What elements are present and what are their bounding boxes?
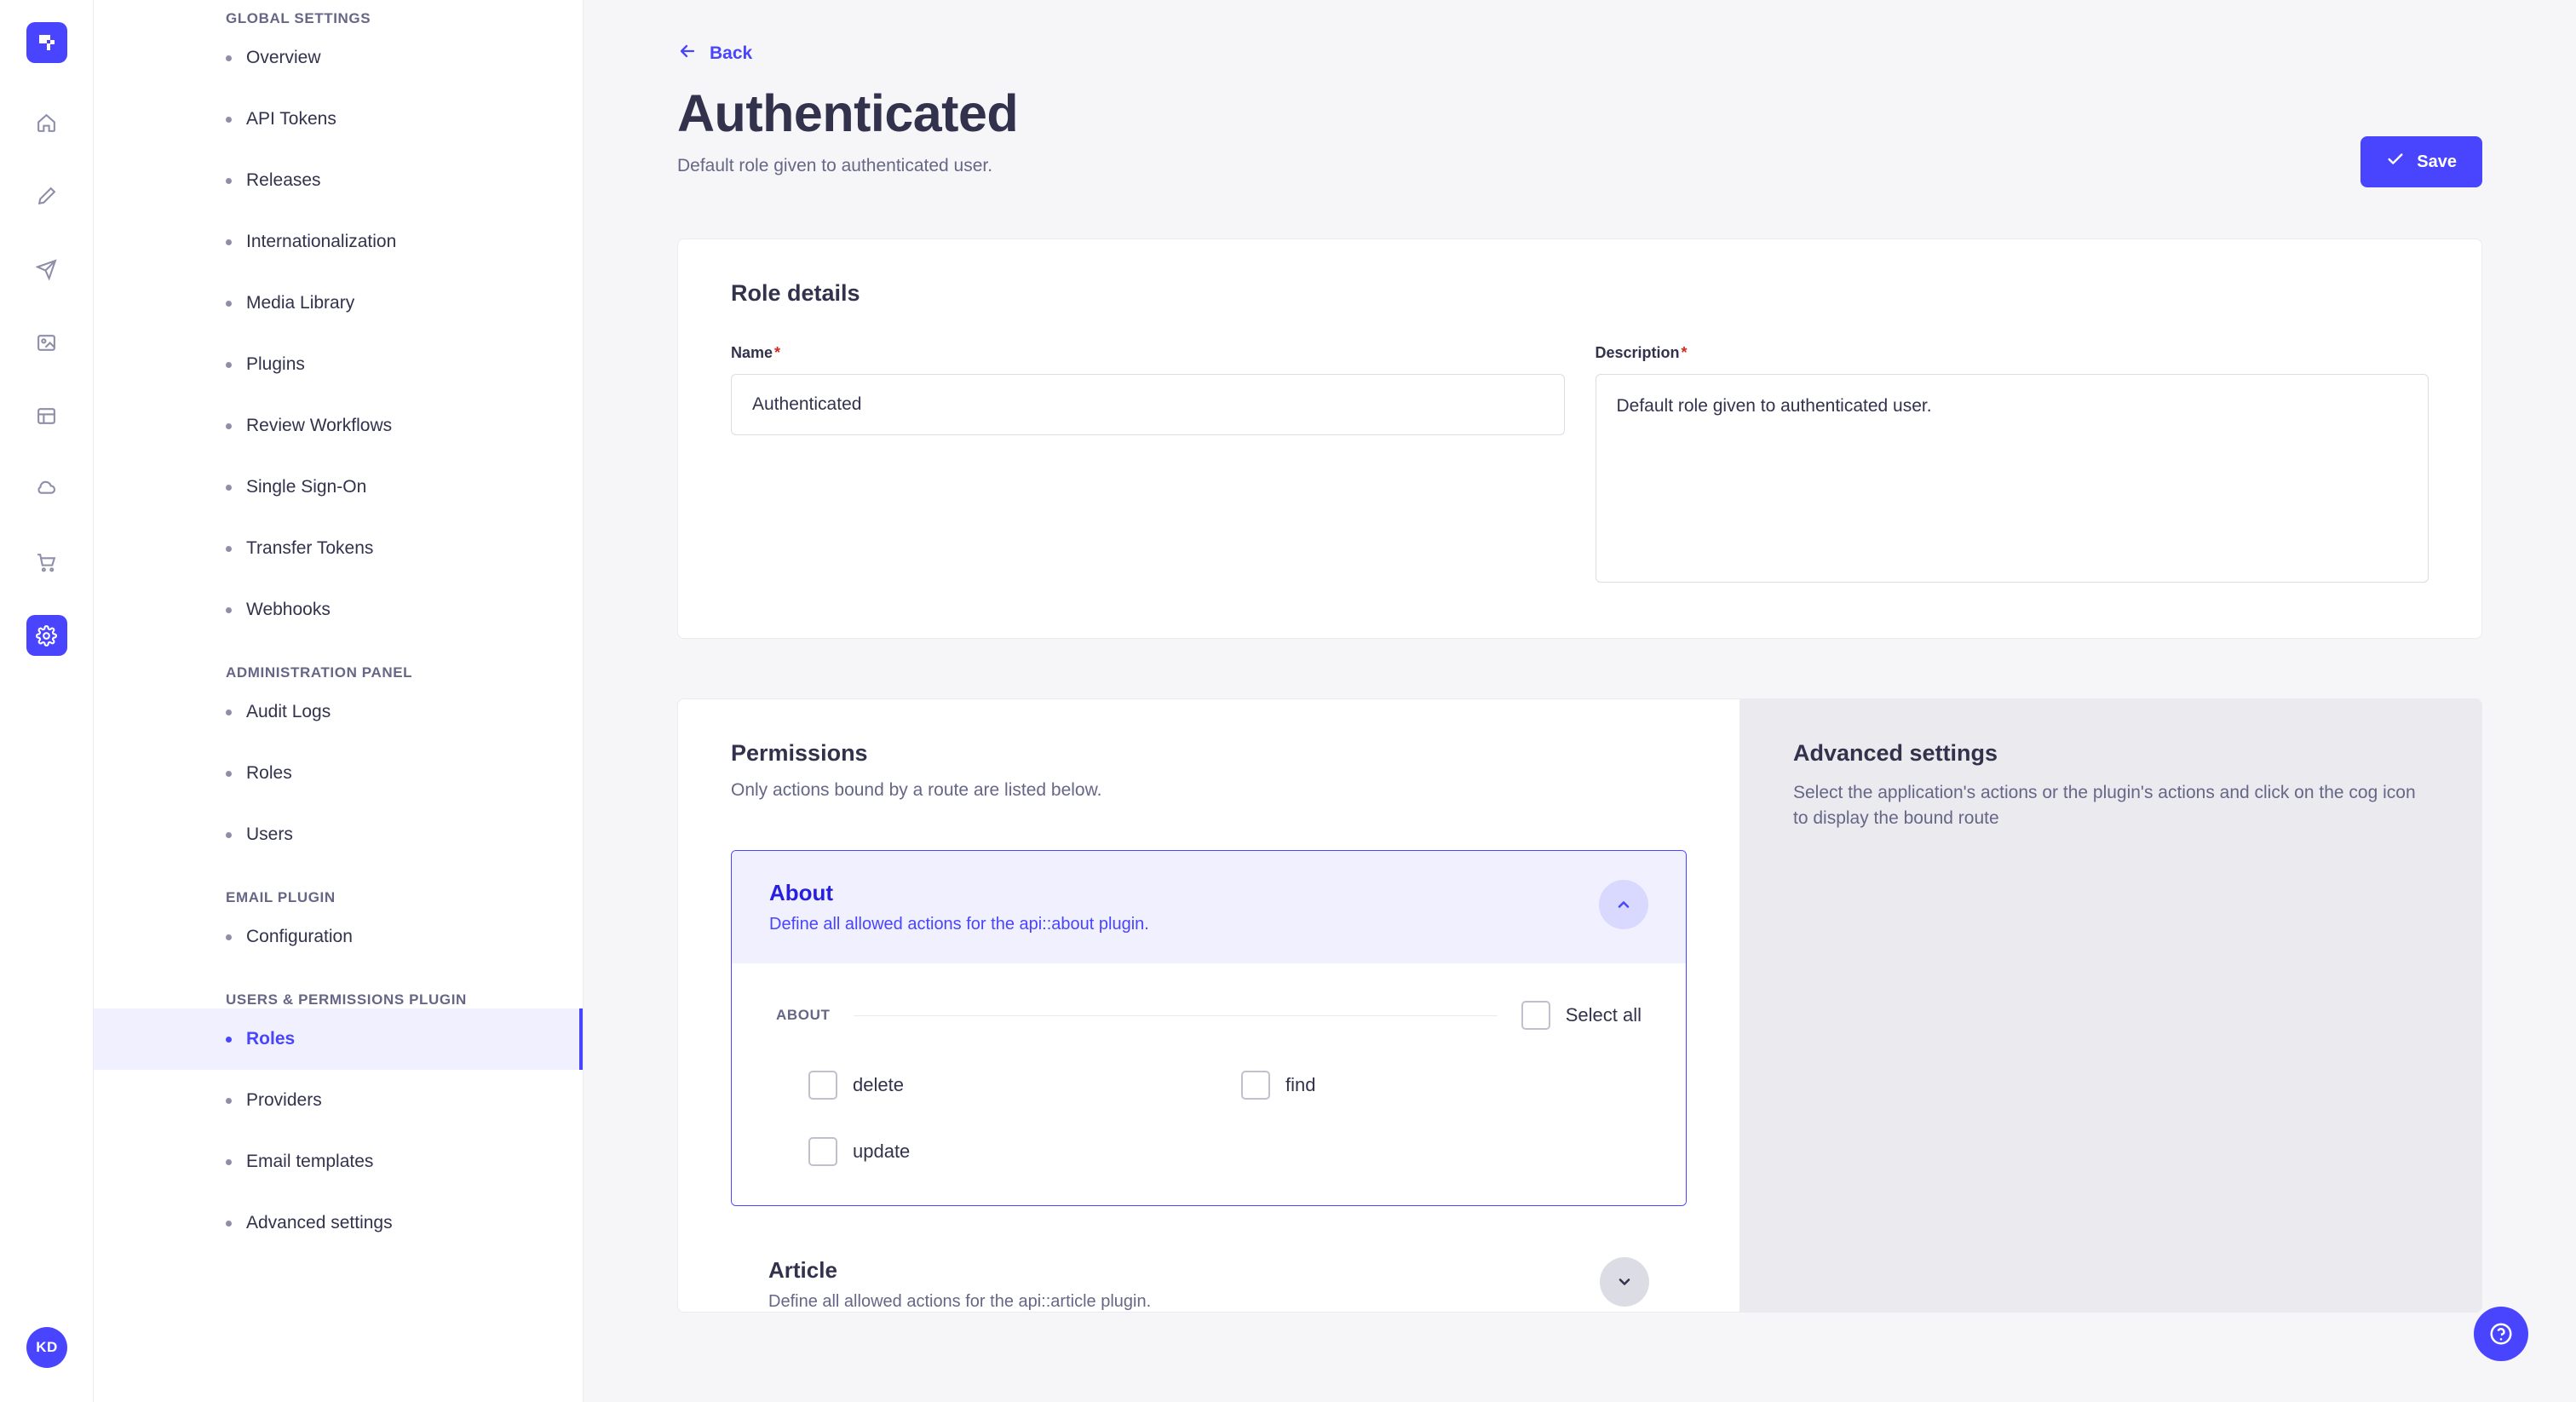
name-label-text: Name xyxy=(731,344,773,361)
name-input[interactable] xyxy=(731,374,1565,435)
sidebar-item-roles[interactable] xyxy=(94,1008,583,1070)
nav-group-administration-panel xyxy=(94,646,583,865)
advanced-settings-panel xyxy=(1739,698,2482,1313)
arrow-left-icon xyxy=(677,41,698,66)
media-library-icon[interactable] xyxy=(26,322,67,363)
sidebar-item-label: Internationalization xyxy=(246,232,397,251)
bullet-icon xyxy=(226,710,232,715)
plugin-about xyxy=(731,850,1687,1206)
action-find[interactable] xyxy=(1209,1071,1642,1100)
content-type-builder-icon[interactable] xyxy=(26,249,67,290)
delete-checkbox[interactable] xyxy=(808,1071,837,1100)
settings-icon[interactable] xyxy=(26,615,67,656)
permissions-title: Permissions xyxy=(731,740,868,766)
required-marker: * xyxy=(1681,344,1688,361)
sidebar-item-roles-admin[interactable] xyxy=(94,743,583,804)
sidebar-item-overview[interactable] xyxy=(94,27,583,89)
sidebar-item-label: Transfer Tokens xyxy=(246,538,374,558)
sidebar-item-label: Users xyxy=(246,825,293,844)
plugin-about-description: Define all allowed actions for the api::about plugin. xyxy=(769,915,1149,934)
sidebar-item-webhooks[interactable] xyxy=(94,579,583,641)
bullet-icon xyxy=(226,55,232,61)
back-link[interactable] xyxy=(677,0,2482,66)
avatar[interactable] xyxy=(26,1327,67,1368)
bullet-icon xyxy=(226,178,232,184)
action-label: update xyxy=(853,1141,911,1162)
sidebar-item-label: Review Workflows xyxy=(246,416,393,435)
sidebar-item-releases[interactable] xyxy=(94,150,583,211)
name-label xyxy=(731,344,1565,362)
sidebar-item-label: Roles xyxy=(246,1029,296,1049)
page-title: Authenticated xyxy=(677,84,1019,142)
about-actions-grid xyxy=(776,1071,1642,1166)
bullet-icon xyxy=(226,423,232,429)
action-delete[interactable] xyxy=(776,1071,1209,1100)
advanced-settings-description: Select the application's actions or the plugin's actions and click on the cog icon to display the bound route xyxy=(1793,783,2416,829)
nav-group-title: EMAIL PLUGIN xyxy=(226,889,336,905)
bullet-icon xyxy=(226,117,232,123)
sidebar-item-label: Webhooks xyxy=(246,600,331,619)
select-all-checkbox[interactable] xyxy=(1521,1001,1550,1030)
bullet-icon xyxy=(226,771,232,777)
sidebar-item-label: Providers xyxy=(246,1090,322,1110)
home-icon[interactable] xyxy=(26,102,67,143)
role-details-title: Role details xyxy=(731,280,860,306)
help-icon[interactable] xyxy=(2474,1307,2528,1361)
sidebar-item-label: Plugins xyxy=(246,354,305,374)
marketplace-icon[interactable] xyxy=(26,542,67,583)
plugin-about-header[interactable] xyxy=(732,851,1686,963)
sidebar-item-label: Roles xyxy=(246,763,292,783)
page-header xyxy=(677,85,2482,187)
permissions-panel xyxy=(677,698,1739,1313)
action-update[interactable] xyxy=(776,1137,1209,1166)
sidebar-item-label: Media Library xyxy=(246,293,355,313)
nav-group-users-permissions-plugin xyxy=(94,973,583,1254)
bullet-icon xyxy=(226,485,232,491)
sidebar-item-users[interactable] xyxy=(94,804,583,865)
bullet-icon xyxy=(226,934,232,940)
bullet-icon xyxy=(226,1221,232,1227)
settings-nav xyxy=(94,0,584,1402)
bullet-icon xyxy=(226,832,232,838)
bullet-icon xyxy=(226,301,232,307)
sidebar-item-advanced-settings[interactable] xyxy=(94,1192,583,1254)
save-button[interactable] xyxy=(2360,136,2482,187)
nav-group-title: USERS & PERMISSIONS PLUGIN xyxy=(226,991,467,1008)
find-checkbox[interactable] xyxy=(1241,1071,1270,1100)
back-label: Back xyxy=(710,43,753,63)
bullet-icon xyxy=(226,1098,232,1104)
plugin-article[interactable] xyxy=(731,1249,1687,1312)
sidebar-item-internationalization[interactable] xyxy=(94,211,583,273)
sidebar-item-media-library[interactable] xyxy=(94,273,583,334)
sidebar-item-label: Overview xyxy=(246,48,321,67)
sidebar-item-label: Audit Logs xyxy=(246,702,331,721)
plugin-about-name: About xyxy=(769,880,834,905)
cloud-icon[interactable] xyxy=(26,468,67,509)
sidebar-item-review-workflows[interactable] xyxy=(94,395,583,457)
nav-group-email-plugin xyxy=(94,871,583,968)
description-field-wrapper xyxy=(1596,344,2429,587)
plugin-article-description: Define all allowed actions for the api::article plugin. xyxy=(768,1292,1152,1311)
select-all-label: Select all xyxy=(1565,1004,1642,1026)
description-textarea[interactable] xyxy=(1596,374,2429,583)
check-icon xyxy=(2386,150,2405,174)
name-field-wrapper xyxy=(731,344,1565,587)
action-label: find xyxy=(1285,1074,1316,1095)
sidebar-item-configuration[interactable] xyxy=(94,906,583,968)
sidebar-item-email-templates[interactable] xyxy=(94,1131,583,1192)
nav-group-title: GLOBAL SETTINGS xyxy=(226,10,371,26)
page-subtitle: Default role given to authenticated user. xyxy=(677,156,993,176)
description-label xyxy=(1596,344,2429,362)
permissions-description: Only actions bound by a route are listed below. xyxy=(731,780,1102,800)
chevron-down-icon[interactable] xyxy=(1600,1257,1649,1307)
about-subsection-header xyxy=(776,1001,1642,1030)
main-content xyxy=(584,0,2576,1402)
divider xyxy=(854,1015,1497,1016)
sidebar-item-api-tokens[interactable] xyxy=(94,89,583,150)
permissions-section xyxy=(677,698,2482,1313)
bullet-icon xyxy=(226,607,232,613)
update-checkbox[interactable] xyxy=(808,1137,837,1166)
required-marker: * xyxy=(774,344,781,361)
description-label-text: Description xyxy=(1595,344,1680,361)
sidebar-item-label: Single Sign-On xyxy=(246,477,367,497)
sidebar-item-label: API Tokens xyxy=(246,109,336,129)
sidebar-item-label: Advanced settings xyxy=(246,1213,393,1232)
avatar-initials: KD xyxy=(36,1339,58,1355)
sidebar-item-providers[interactable] xyxy=(94,1070,583,1131)
plugin-article-name: Article xyxy=(768,1257,837,1283)
sidebar-item-audit-logs[interactable] xyxy=(94,681,583,743)
bullet-icon xyxy=(226,546,232,552)
content-manager-icon[interactable] xyxy=(26,175,67,216)
nav-group-title: ADMINISTRATION PANEL xyxy=(226,664,413,681)
chevron-up-icon[interactable] xyxy=(1599,880,1648,929)
advanced-settings-title: Advanced settings xyxy=(1793,740,1998,766)
strapi-logo-icon[interactable] xyxy=(26,22,67,63)
sidebar-item-single-sign-on[interactable] xyxy=(94,457,583,518)
sidebar-item-label: Configuration xyxy=(246,927,353,946)
nav-group-global-settings xyxy=(94,0,583,641)
select-all-control[interactable] xyxy=(1521,1001,1642,1030)
action-label: delete xyxy=(853,1074,904,1095)
role-details-card xyxy=(677,238,2482,639)
app-icon-rail xyxy=(0,0,94,1402)
bullet-icon xyxy=(226,1037,232,1043)
plugin-about-body xyxy=(732,963,1686,1205)
bullet-icon xyxy=(226,362,232,368)
pages-icon[interactable] xyxy=(26,395,67,436)
sidebar-item-label: Releases xyxy=(246,170,321,190)
bullet-icon xyxy=(226,239,232,245)
sidebar-item-label: Email templates xyxy=(246,1152,374,1171)
save-label: Save xyxy=(2417,152,2457,171)
bullet-icon xyxy=(226,1159,232,1165)
sidebar-item-transfer-tokens[interactable] xyxy=(94,518,583,579)
sidebar-item-plugins[interactable] xyxy=(94,334,583,395)
about-subsection-label: ABOUT xyxy=(776,1007,831,1023)
